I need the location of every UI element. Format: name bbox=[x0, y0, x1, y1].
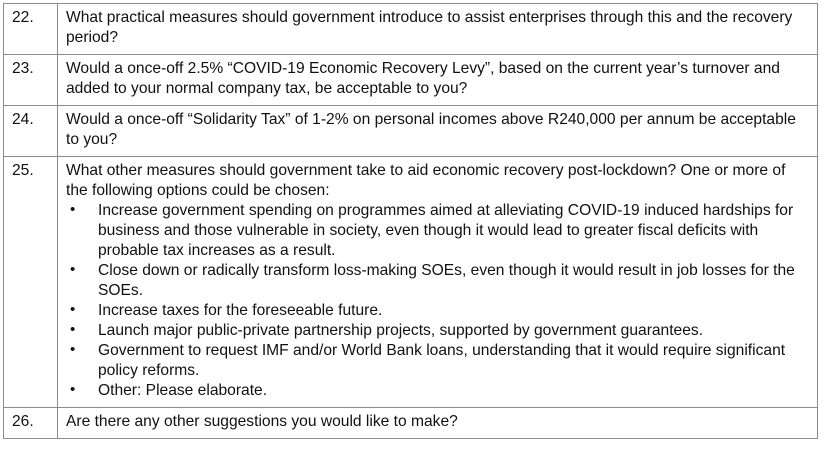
bullet-icon: • bbox=[70, 301, 76, 318]
option-item bbox=[66, 381, 809, 401]
question-text: What practical measures should government introduce to assist enterprises through this and the recovery period? bbox=[58, 4, 818, 55]
bullet-icon: • bbox=[70, 341, 76, 358]
question-row-22 bbox=[4, 4, 818, 55]
option-item bbox=[66, 201, 809, 261]
option-item bbox=[66, 341, 809, 381]
option-text: Increase taxes for the foreseeable future. bbox=[98, 302, 383, 319]
question-text: Would a once-off 2.5% “COVID-19 Economic Recovery Levy”, based on the current year’s turnover and added to your normal company tax, be acceptable to you? bbox=[58, 55, 818, 106]
question-number: 25. bbox=[4, 157, 58, 408]
question-number: 24. bbox=[4, 106, 58, 157]
bullet-icon: • bbox=[70, 321, 76, 338]
option-text: Launch major public-private partnership projects, supported by government guarantees. bbox=[98, 322, 704, 339]
bullet-icon: • bbox=[70, 381, 76, 398]
question-text: What other measures should government take to aid economic recovery post-lockdown? One or more of the following options could be chosen: bbox=[66, 162, 786, 199]
question-row-26 bbox=[4, 408, 818, 439]
option-text: Other: Please elaborate. bbox=[98, 382, 268, 399]
question-text: Would a once-off “Solidarity Tax” of 1-2% on personal incomes above R240,000 per annum be acceptable to you? bbox=[58, 106, 818, 157]
option-text: Close down or radically transform loss-making SOEs, even though it would result in job losses for the SOEs. bbox=[98, 262, 795, 299]
question-cell bbox=[58, 157, 818, 408]
question-number: 23. bbox=[4, 55, 58, 106]
question-row-25 bbox=[4, 157, 818, 408]
question-number: 26. bbox=[4, 408, 58, 439]
option-item bbox=[66, 301, 809, 321]
question-row-23 bbox=[4, 55, 818, 106]
option-text: Increase government spending on programmes aimed at alleviating COVID-19 induced hardships for business and those vulnerable in society, even though it would lead to greater fiscal deficits with probable tax increases as a result. bbox=[98, 202, 794, 259]
question-text: Are there any other suggestions you would like to make? bbox=[58, 408, 818, 439]
bullet-icon: • bbox=[70, 261, 76, 278]
question-row-24 bbox=[4, 106, 818, 157]
option-list bbox=[66, 201, 809, 401]
option-text: Government to request IMF and/or World Bank loans, understanding that it would require significant policy reforms. bbox=[98, 342, 786, 379]
option-item bbox=[66, 321, 809, 341]
questionnaire-table bbox=[3, 3, 818, 439]
option-item bbox=[66, 261, 809, 301]
question-number: 22. bbox=[4, 4, 58, 55]
bullet-icon: • bbox=[70, 201, 76, 218]
